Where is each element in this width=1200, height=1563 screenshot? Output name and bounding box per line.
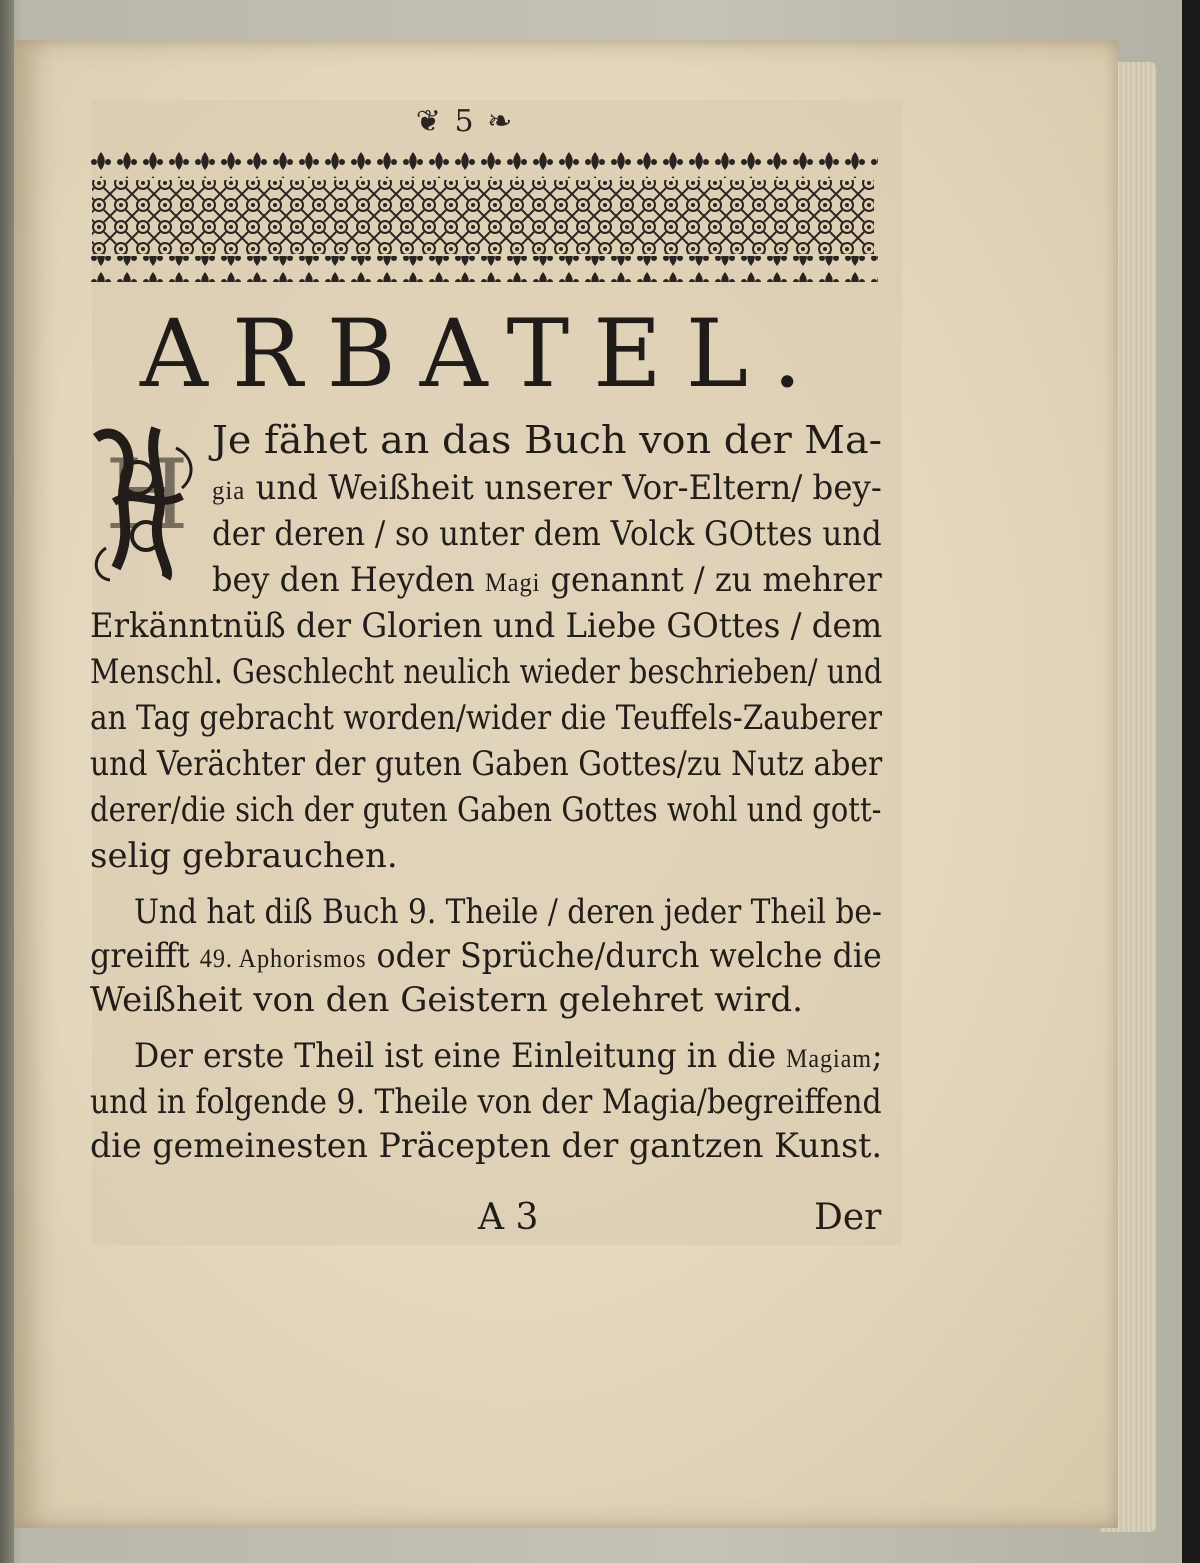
latin-term: Magiam <box>786 1044 872 1073</box>
page-title: ARBATEL. <box>140 300 827 409</box>
text-line: und Verächter der guten Gaben Gottes/zu Nutz aber <box>90 744 883 784</box>
header-ornament-icon: ❦ <box>415 104 443 139</box>
text-line: Je fähet an das Buch von der Ma- <box>212 418 883 462</box>
text-line: Weißheit von den Geistern gelehret wird. <box>90 980 803 1020</box>
initial-letter: H <box>105 439 189 551</box>
text-line: bey den Heyden Magi genannt / zu mehrer <box>212 560 882 600</box>
book-spine <box>0 0 14 1563</box>
latin-term: gia <box>212 476 246 505</box>
text-line: derer/die sich der guten Gaben Gottes wohl und gott- <box>90 790 882 830</box>
text-line: Der erste Theil ist eine Einleitung in die Magiam; <box>134 1036 883 1076</box>
text-line: Menschl. Geschlecht neulich wieder beschrieben/ und <box>90 652 883 692</box>
header-ornament-icon: ❧ <box>487 104 515 139</box>
text-line: und in folgende 9. Theile von der Magia/begreiffend <box>90 1082 882 1122</box>
text-line: selig gebrauchen. <box>90 836 398 876</box>
text-line: die gemeinesten Präcepten der gantzen Kunst. <box>90 1126 883 1166</box>
latin-term: 49. Aphorismos <box>199 944 367 973</box>
text-line: gia und Weißheit unserer Vor-Eltern/ bey- <box>212 468 882 508</box>
decorated-initial <box>86 418 208 586</box>
text-line: Erkänntnüß der Glorien und Liebe GOttes / dem <box>90 606 883 646</box>
text-line: der deren / so unter dem Volck GOttes und <box>212 514 882 554</box>
catchword: Der <box>814 1197 882 1238</box>
page-header <box>400 104 530 139</box>
text-line: Und hat diß Buch 9. Theile / deren jeder Theil be- <box>134 892 882 932</box>
page-number: 5 <box>454 104 476 139</box>
signature-mark: A 3 <box>478 1197 539 1238</box>
latin-term: Magi <box>484 568 541 597</box>
text-line: an Tag gebracht worden/wider die Teuffels-Zauberer <box>90 698 883 738</box>
ornamental-headpiece <box>88 150 878 282</box>
text-line: greifft 49. Aphorismos oder Sprüche/durch welche die <box>90 936 882 976</box>
